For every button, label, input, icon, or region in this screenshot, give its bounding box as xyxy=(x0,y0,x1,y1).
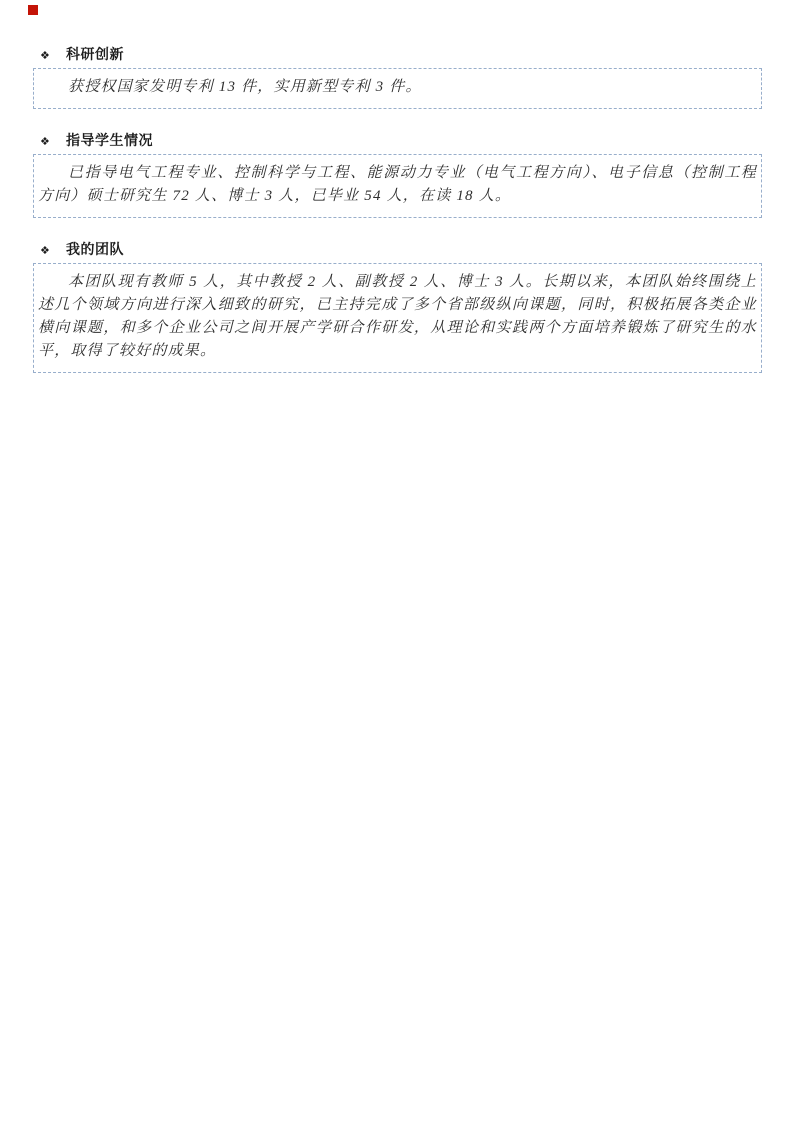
section-text-box xyxy=(33,68,762,109)
section-title: 我的团队 xyxy=(66,243,124,258)
diamond-bullet-icon: ❖ xyxy=(40,135,50,148)
section-body-text: 本团队现有教师 5 人，其中教授 2 人、副教授 2 人、博士 3 人。长期以来，本团队始终围绕上述几个领域方向进行深入细致的研究，已主持完成了多个省部级纵向课题，同时，积极拓展各类企业横向课题，和多个企业公司之间开展产学研合作研发，从理论和实践两个方面培养锻炼了研究生的水平，取得了较好的成果。 xyxy=(38,274,757,359)
section-heading xyxy=(40,130,762,150)
section-body-text: 获授权国家发明专利 13 件，实用新型专利 3 件。 xyxy=(68,79,422,95)
diamond-bullet-icon: ❖ xyxy=(40,244,50,257)
section-student-guidance xyxy=(33,130,762,218)
section-body-text: 已指导电气工程专业、控制科学与工程、能源动力专业（电气工程方向）、电子信息（控制工程方向）硕士研究生 72 人、博士 3 人，已毕业 54 人，在读 18 人。 xyxy=(38,165,757,204)
diamond-bullet-icon: ❖ xyxy=(40,49,50,62)
page-content xyxy=(33,44,762,394)
section-heading xyxy=(40,44,762,64)
section-title: 科研创新 xyxy=(66,48,124,63)
section-text-box xyxy=(33,263,762,373)
section-my-team xyxy=(33,239,762,373)
section-title: 指导学生情况 xyxy=(66,134,153,149)
section-heading xyxy=(40,239,762,259)
section-research-innovation xyxy=(33,44,762,109)
red-square-marker xyxy=(28,5,38,15)
section-text-box xyxy=(33,154,762,218)
